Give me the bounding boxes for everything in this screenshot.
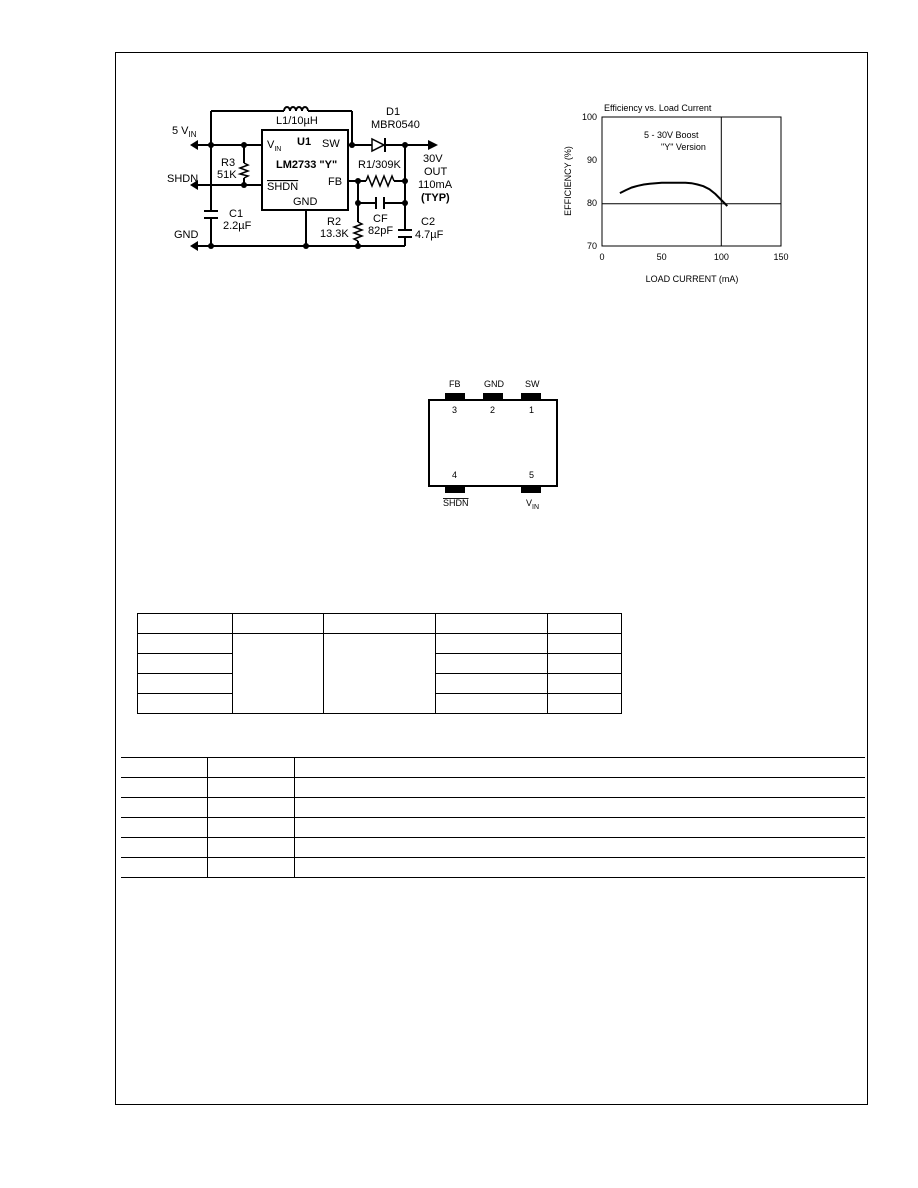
table-cell	[548, 654, 622, 674]
table-cell	[324, 634, 436, 714]
table-cell	[295, 778, 866, 798]
table-cell	[121, 798, 208, 818]
diode-part-label: MBR0540	[371, 119, 420, 131]
table-cell	[121, 818, 208, 838]
pin-name-sw: SW	[525, 379, 540, 389]
r3-ref-label: R3	[221, 157, 236, 169]
cf-ref-label: CF	[373, 213, 388, 225]
chart-x-axis-label: LOAD CURRENT (mA)	[645, 274, 739, 284]
package-connection-diagram	[415, 372, 575, 517]
table-cell	[121, 838, 208, 858]
shdn-label: SHDN	[167, 173, 199, 185]
table-cell	[138, 654, 233, 674]
output-typ-label: (TYP)	[421, 192, 450, 204]
pin-number-4: 4	[452, 470, 458, 480]
table-cell	[208, 818, 295, 838]
table-cell	[548, 634, 622, 654]
cf-value-label: 82pF	[368, 225, 394, 237]
table-cell	[208, 858, 295, 878]
table-cell	[436, 614, 548, 634]
u1-part-label: LM2733 "Y"	[276, 159, 338, 171]
x-tick-label: 0	[599, 252, 605, 262]
pin-name-fb: FB	[449, 379, 461, 389]
table-cell	[121, 858, 208, 878]
chart-annotation-2: "Y" Version	[661, 142, 706, 152]
y-tick-label: 70	[586, 241, 597, 251]
table-row	[121, 838, 865, 858]
y-tick-label: 80	[586, 198, 597, 208]
pin-fb-label: FB	[328, 176, 343, 188]
table-cell	[138, 694, 233, 714]
table-cell	[436, 654, 548, 674]
r3-value-label: 51K	[217, 169, 237, 181]
pin-number-1: 1	[529, 405, 535, 415]
pin-number-3: 3	[452, 405, 458, 415]
table-cell	[295, 758, 866, 778]
pin-pad-shdn	[445, 486, 465, 493]
r2-ref-label: R2	[327, 216, 342, 228]
pin-description-table	[121, 757, 865, 878]
pin-pad-vin	[521, 486, 541, 493]
table-cell	[295, 798, 866, 818]
overline-mark	[234, 837, 268, 838]
table-row	[121, 858, 865, 878]
chart-y-axis-label: EFFICIENCY (%)	[563, 146, 573, 216]
table-cell	[138, 634, 233, 654]
chart-annotation-1: 5 - 30V Boost	[644, 130, 699, 140]
table-row	[121, 798, 865, 818]
pin-pad-gnd	[483, 393, 503, 400]
chart-title: Efficiency vs. Load Current	[604, 103, 712, 113]
table-cell	[208, 798, 295, 818]
table-cell	[138, 614, 233, 634]
table-cell	[436, 694, 548, 714]
table-cell	[138, 674, 233, 694]
c1-ref-label: C1	[229, 208, 244, 220]
r2-value-label: 13.3K	[320, 228, 349, 240]
u1-label: U1	[297, 136, 312, 148]
pin-name-gnd: GND	[484, 379, 504, 389]
pin-number-2: 2	[490, 405, 496, 415]
output-current-label: 110mA	[418, 179, 453, 191]
table-cell	[295, 858, 866, 878]
table-cell	[121, 778, 208, 798]
table-cell	[324, 614, 436, 634]
table-cell	[548, 694, 622, 714]
table-row	[138, 614, 622, 634]
inductor-label: L1/10µH	[276, 115, 318, 127]
c2-value-label: 4.7µF	[415, 229, 444, 241]
pin-gnd-label: GND	[293, 196, 318, 208]
pin-name-shdn: SHDN	[443, 498, 469, 508]
pin-pad-sw	[521, 393, 541, 400]
table-cell	[295, 838, 866, 858]
x-tick-label: 150	[773, 252, 789, 262]
table-cell	[208, 758, 295, 778]
output-label: OUT	[424, 166, 448, 178]
table-row	[121, 758, 865, 778]
table-cell	[233, 634, 324, 714]
table-row	[121, 778, 865, 798]
x-tick-label: 100	[713, 252, 729, 262]
output-voltage-label: 30V	[423, 153, 443, 165]
r1-label: R1/309K	[358, 159, 401, 171]
table-cell	[548, 614, 622, 634]
pin-pad-fb	[445, 393, 465, 400]
diode-ref-label: D1	[386, 106, 401, 118]
table-cell	[121, 758, 208, 778]
x-tick-label: 50	[656, 252, 667, 262]
c1-value-label: 2.2µF	[223, 220, 252, 232]
y-tick-label: 90	[586, 155, 597, 165]
pin-vin-label: $V_{IN}$	[267, 139, 282, 153]
pin-sw-label: SW	[322, 138, 340, 150]
y-tick-label: 100	[581, 112, 597, 122]
table-cell	[548, 674, 622, 694]
table-cell	[208, 778, 295, 798]
ordering-information-table	[137, 613, 622, 714]
pin-number-5: 5	[529, 470, 535, 480]
table-cell	[295, 818, 866, 838]
supply-label: 5 $V_{IN}$	[172, 125, 197, 139]
gnd-label: GND	[174, 229, 199, 241]
table-cell	[233, 614, 324, 634]
table-cell	[208, 838, 295, 858]
typical-application-schematic	[160, 95, 460, 265]
table-row	[121, 818, 865, 838]
pin-shdn-label: SHDN	[267, 181, 299, 193]
table-row	[138, 634, 622, 654]
pin-name-vin: $V_{IN}$	[526, 498, 540, 511]
table-cell	[436, 634, 548, 654]
table-cell	[436, 674, 548, 694]
efficiency-chart	[560, 98, 800, 288]
c2-ref-label: C2	[421, 216, 436, 228]
